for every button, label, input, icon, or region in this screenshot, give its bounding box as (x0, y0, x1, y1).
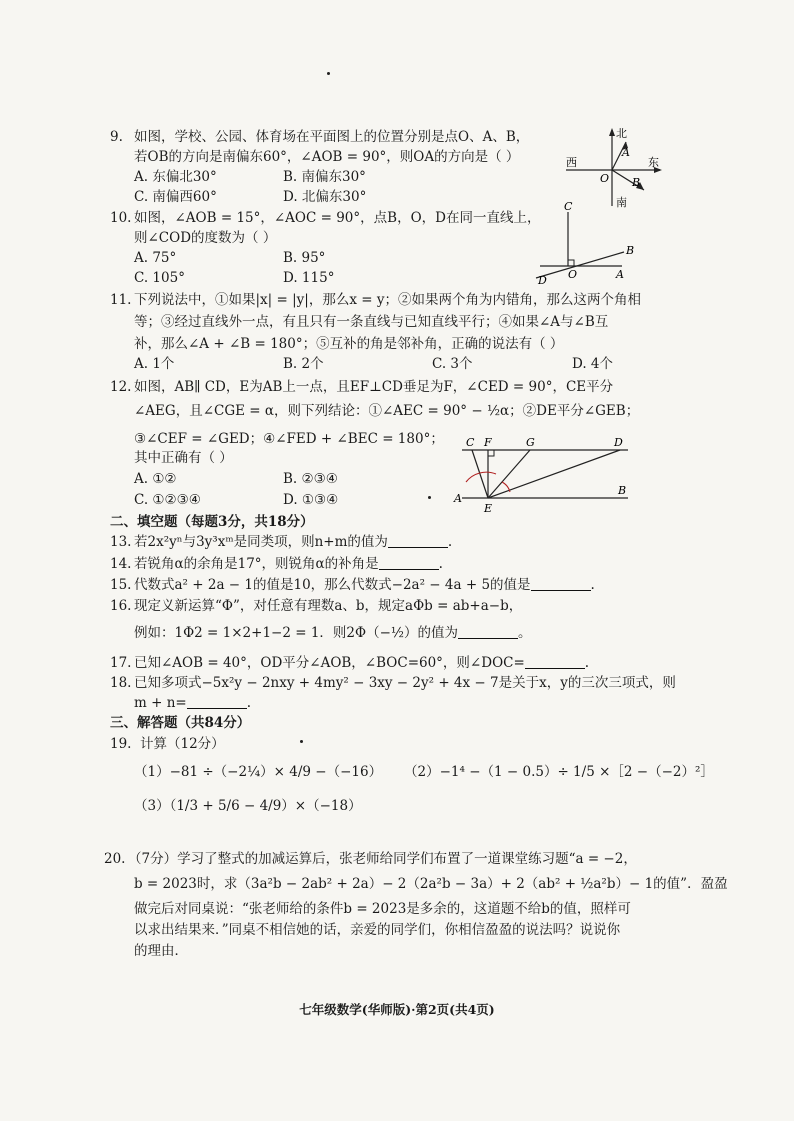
q10-label-d: D (538, 274, 547, 286)
q10-number: 10. (110, 210, 132, 226)
q12-line4: 其中正确有（ ） (134, 450, 233, 466)
q12-label-c: C (466, 436, 475, 449)
q11-option-c: C. 3个 (432, 356, 473, 372)
q12-option-c: C. ①②③④ (134, 492, 201, 508)
q12-number: 12. (110, 379, 132, 395)
q10-angle-figure (532, 200, 642, 286)
q9-line1: 如图，学校、公园、体育场在平面图上的位置分别是点O、A、B， (134, 129, 530, 145)
q9-line2: 若OB的方向是南偏东60°，∠AOB = 90°，则OA的方向是（ ） (134, 149, 520, 165)
q12-option-a: A. ①② (134, 471, 177, 487)
q12-parallel-lines-figure (452, 432, 642, 514)
q19-part3: （3）（1/3 + 5/6 − 4/9）×（−18） (134, 798, 362, 814)
q12-label-g: G (526, 436, 535, 449)
q10-option-c: C. 105° (134, 270, 185, 286)
q12-label-f: F (484, 436, 492, 449)
q9-label-o: O (600, 172, 610, 185)
scan-speck (428, 496, 431, 499)
q10-line2: 则∠COD的度数为（ ） (134, 230, 277, 246)
q11-line2: 等；③经过直线外一点，有且只有一条直线与已知直线平行；④如果∠A与∠B互 (134, 314, 609, 330)
q11-number: 11. (110, 292, 132, 308)
q10-label-o: O (568, 268, 578, 281)
q9-label-south: 南 (616, 196, 627, 209)
q16-line1: 现定义新运算“Φ”，对任意有理数a、b，规定aΦb = ab+a−b， (134, 598, 523, 614)
q19-title: 计算（12分） (140, 736, 225, 752)
q12-label-d: D (614, 436, 623, 449)
q12-label-b: B (618, 484, 627, 497)
q12-line2: ∠AEG，且∠CGE = α，则下列结论：①∠AEC = 90° − ½α；②DE平分∠GEB； (134, 403, 640, 419)
q11-line3: 补，那么∠A + ∠B = 180°；⑤互补的角是邻补角，正确的说法有（ ） (134, 336, 564, 352)
q20-line1: （7分）学习了整式的加减运算后，张老师给同学们布置了一道课堂练习题“a = −2， (128, 851, 637, 867)
q18-number: 18. (110, 675, 132, 691)
q9-label-a: A (622, 146, 630, 159)
q14-number: 14. (110, 556, 132, 572)
q12-option-b: B. ②③④ (283, 471, 338, 487)
section-solve-heading: 三、解答题（共84分） (110, 715, 251, 731)
q20-line4: 以求出结果来．”同桌不相信她的话，亲爱的同学们，你相信盈盈的说法吗？说说你 (134, 922, 621, 938)
q11-option-b: B. 2个 (283, 356, 324, 372)
q18-line2: m + n= . (134, 695, 251, 711)
q9-number: 9. (110, 129, 123, 145)
q9-compass-figure (560, 124, 670, 210)
q9-option-a: A. 东偏北30° (134, 169, 217, 185)
q10-label-b: B (626, 244, 635, 257)
q10-option-b: B. 95° (283, 250, 326, 266)
q9-label-north: 北 (616, 127, 627, 140)
q10-label-c: C (564, 200, 573, 213)
q12-label-e: E (484, 502, 493, 514)
q9-option-d: D. 北偏东30° (283, 189, 367, 205)
q14-text: 若锐角α的余角是17°，则锐角α的补角是 . (134, 556, 443, 572)
q10-label-a: A (616, 268, 624, 281)
q15-text: 代数式a² + 2a − 1的值是10，那么代数式−2a² − 4a + 5的值是 . (134, 577, 595, 593)
q11-line1: 下列说法中，①如果|x| = |y|，那么x = y；②如果两个角为内错角，那么这两个角相 (134, 292, 641, 308)
page-footer: 七年级数学(华师版)·第2页(共4页) (299, 1002, 495, 1017)
section-fill-in-heading: 二、填空题（每题3分，共18分） (110, 514, 314, 530)
q12-label-a: A (454, 492, 462, 505)
q9-option-b: B. 南偏东30° (283, 169, 366, 185)
q13-number: 13. (110, 534, 132, 550)
q11-option-a: A. 1个 (134, 356, 175, 372)
q20-line3: 做完后对同桌说：“张老师给的条件b = 2023是多余的，这道题不给b的值，照样可 (134, 901, 631, 917)
scan-speck (327, 72, 330, 75)
q15-number: 15. (110, 577, 132, 593)
q20-line2: b = 2023时，求（3a²b − 2ab² + 2a）− 2（2a²b − 3a）+ 2（ab² + ½a²b）− 1的值”．盈盈 (134, 876, 728, 892)
q10-line1: 如图，∠AOB = 15°，∠AOC = 90°，点B，O，D在同一直线上， (134, 210, 541, 226)
q10-option-d: D. 115° (283, 270, 335, 286)
q16-line2: 例如：1Φ2 = 1×2+1−2 = 1．则2Φ（−½）的值为 。 (134, 625, 532, 641)
q9-label-west: 西 (566, 156, 577, 169)
q12-option-d: D. ①③④ (283, 492, 339, 508)
q20-number: 20. (104, 851, 126, 867)
q13-text: 若2x²yⁿ与3y³xᵐ是同类项，则n+m的值为 . (134, 534, 453, 550)
q12-line1: 如图，AB∥ CD，E为AB上一点，且EF⊥CD垂足为F，∠CED = 90°，CE平分 (134, 379, 614, 395)
q10-option-a: A. 75° (134, 250, 177, 266)
q18-line1: 已知多项式−5x²y − 2nxy + 4my² − 3xy − 2y² + 4x − 7是关于x，y的三次三项式，则 (134, 675, 676, 691)
q12-line3: ③∠CEF = ∠GED；④∠FED + ∠BEC = 180°； (134, 431, 444, 447)
q11-option-d: D. 4个 (572, 356, 614, 372)
q9-label-b: B (632, 176, 641, 189)
q19-part2: （2）−1⁴ −（1 − 0.5）÷ 1/5 ×［2 −（−2）²］ (404, 764, 714, 780)
scan-speck (300, 740, 303, 743)
q9-label-east: 东 (648, 156, 659, 169)
q19-part1: （1）−81 ÷（−2¼）× 4/9 −（−16） (134, 764, 383, 780)
q17-number: 17. (110, 655, 132, 671)
q20-line5: 的理由． (134, 943, 188, 959)
q19-number: 19. (110, 736, 132, 752)
q9-option-c: C. 南偏西60° (134, 189, 217, 205)
q16-number: 16. (110, 598, 132, 614)
q17-text: 已知∠AOB = 40°，OD平分∠AOB，∠BOC=60°，则∠DOC= . (134, 655, 590, 671)
